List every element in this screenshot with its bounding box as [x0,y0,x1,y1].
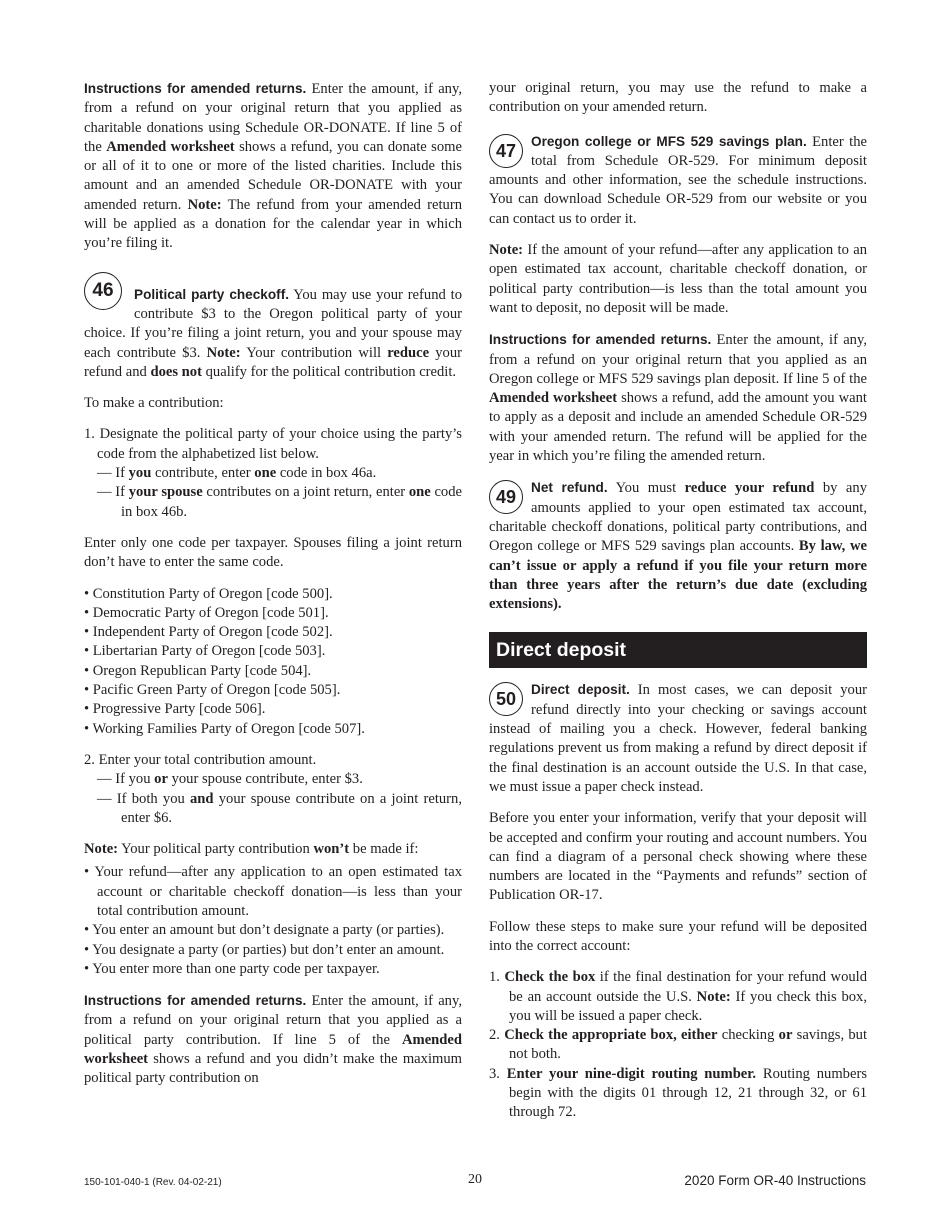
amended-instructions-political: Instructions for amended returns. Enter the amount, if any, from a refund on your original return that you applied as a political party contribution. If line 5 of the Amended worksheet shows a refund and you didn’t make the maximum political party contribution on [84,993,462,1087]
verify-deposit-text: Before you enter your information, verify that your deposit will be accepted and confirm your routing and account numbers. You can find a diagram of a personal check showing where these numbers are located in the “Payments and refunds” section of Publication OR-17. [489,810,867,904]
continued-text: your original return, you may use the refund to make a contribution on your amended return. [489,80,867,116]
party-item: • Democratic Party of Oregon [code 501]. [84,604,329,621]
page-footer [84,1172,866,1192]
condition-item: • You enter more than one party code per taxpayer. [84,960,380,977]
amended-instructions-529: Instructions for amended returns. Enter the amount, if any, from a refund on your original return that you applied as an Oregon college or MFS 529 savings plan deposit. If line 5 of the Amended worksheet shows a refund, add the amount you want to apply as a deposit and include an amended Schedule OR-529 with your amended return. The refund will be applied for the year in which you’re filing the amended return. [489,332,867,465]
step-item: 3. Enter your nine-digit routing number. Routing numbers begin with the digits 01 through 12, 21 through 32, or 61 through 72. [489,1065,867,1121]
step-item: 2. Check the appropriate box, either checking or savings, but not both. [489,1027,867,1063]
party-item: • Independent Party of Oregon [code 502]. [84,624,333,641]
note-deposit-minimum: Note: If the amount of your refund—after any application to an open estimated tax account, charitable checkoff donation, or political party contribution—is less than the total amount you want to deposit, no deposit will be made. [489,242,867,316]
direct-deposit-steps [489,968,867,1122]
enter-only-one-code: Enter only one code per taxpayer. Spouses filing a joint return don’t have to enter the same code. [84,534,462,571]
condition-list [84,863,462,979]
contribution-wont-be-made-note: Note: Your political party contribution won’t be made if: [84,841,419,858]
page-number: 20 [468,1172,482,1187]
dash-item: — If your spouse contributes on a joint return, enter one code in box 46b. [97,484,462,520]
dash-item: — If you contribute, enter one code in box 46a. [97,465,377,482]
form-code: 150-101-040-1 (Rev. 04-02-21) [84,1177,222,1188]
condition-item: • You enter an amount but don’t designate a party (or parties). [84,922,445,939]
document-title: 2020 Form OR-40 Instructions [684,1173,866,1188]
condition-item: • You designate a party (or parties) but don’t enter an amount. [84,941,445,958]
party-item: • Progressive Party [code 506]. [84,701,266,718]
section-heading-direct-deposit: Direct deposit [489,632,867,668]
dash-item: — If both you and your spouse contribute on a joint return, enter $6. [97,790,462,826]
follow-steps-text: Follow these steps to make sure your refund will be deposited into the correct account: [489,918,867,954]
right-column [489,79,867,1123]
line-46-political-party-checkoff: 46 Political party checkoff. You may use your refund to contribute $3 to the Oregon political party of your choice. If you’re filing a joint return, you and your spouse may each contribute $3. Note: Your contribution will reduce your refund and does not qualify for the political contribution credit. [84,270,462,382]
line-50-direct-deposit: 50 Direct deposit. In most cases, we can deposit your refund directly into your checking or savings account instead of mailing you a check. However, federal banking regulations prevent us from making a refund by direct deposit if the final destination is an account outside the U.S. In that case, we must issue a paper check instead. [489,682,867,795]
party-item: • Oregon Republican Party [code 504]. [84,662,312,679]
party-item: • Working Families Party of Oregon [code 507]. [84,720,365,737]
party-item: • Constitution Party of Oregon [code 500]. [84,585,333,602]
dash-item: — If you or your spouse contribute, enter $3. [97,771,363,788]
line-number-46-badge: 46 [84,272,122,310]
line-number-49-badge: 49 [489,480,523,514]
to-make-contribution: To make a contribution: [84,395,224,412]
step-item: 1. Check the box if the final destination for your refund would be an account outside the U.S. Note: If you check this box, you will be issued a paper check. [489,969,868,1024]
party-item: • Libertarian Party of Oregon [code 503]. [84,643,326,660]
line-47-college-savings: 47 Oregon college or MFS 529 savings plan. Enter the total from Schedule OR-529. For minimum deposit amounts and other information, see the schedule instructions. You can download Schedule OR-529 from our website or you can contact us to order it. [489,133,867,227]
step-1-designate-party: 1. Designate the political party of your choice using the party’s code from the alphabetized list below. — If you contribute, enter one code in box 46a. — If your spouse contributes on a joint return, enter one code in box 46b. [84,425,462,521]
line-number-47-badge: 47 [489,134,523,168]
left-column [84,79,462,1101]
step-2-contribution-amount: 2. Enter your total contribution amount. — If you or your spouse contribute, enter $3. — If both you and your spouse contribute on a joint return, enter $6. [84,751,462,828]
party-code-list [84,585,462,739]
amended-instructions-donate: Instructions for amended returns. Enter the amount, if any, from a refund on your original return that you applied as charitable donations using Schedule OR-DONATE. If line 5 of the Amended worksheet shows a refund, you can donate some or all of it to one or more of the listed charities. Include this amount and an amended Schedule OR-DONATE with your amended return. Note: The refund from your amended return will be applied as a donation for the calendar year in which you’re filing it. [84,81,462,252]
line-49-net-refund: 49 Net refund. You must reduce your refund by any amounts applied to your open estimated tax account, charitable checkoff donations, political party contributions, and Oregon college or MFS 529 savings plan accounts. By law, we can’t issue or apply a refund if you file your return more than three years after the return’s due date (excluding extensions). [489,480,867,613]
party-item: • Pacific Green Party of Oregon [code 505]. [84,682,341,699]
condition-item: • Your refund—after any application to an open estimated tax account or charitable checkoff donation—is less than your total contribution amount. [84,864,462,919]
line-number-50-badge: 50 [489,682,523,716]
